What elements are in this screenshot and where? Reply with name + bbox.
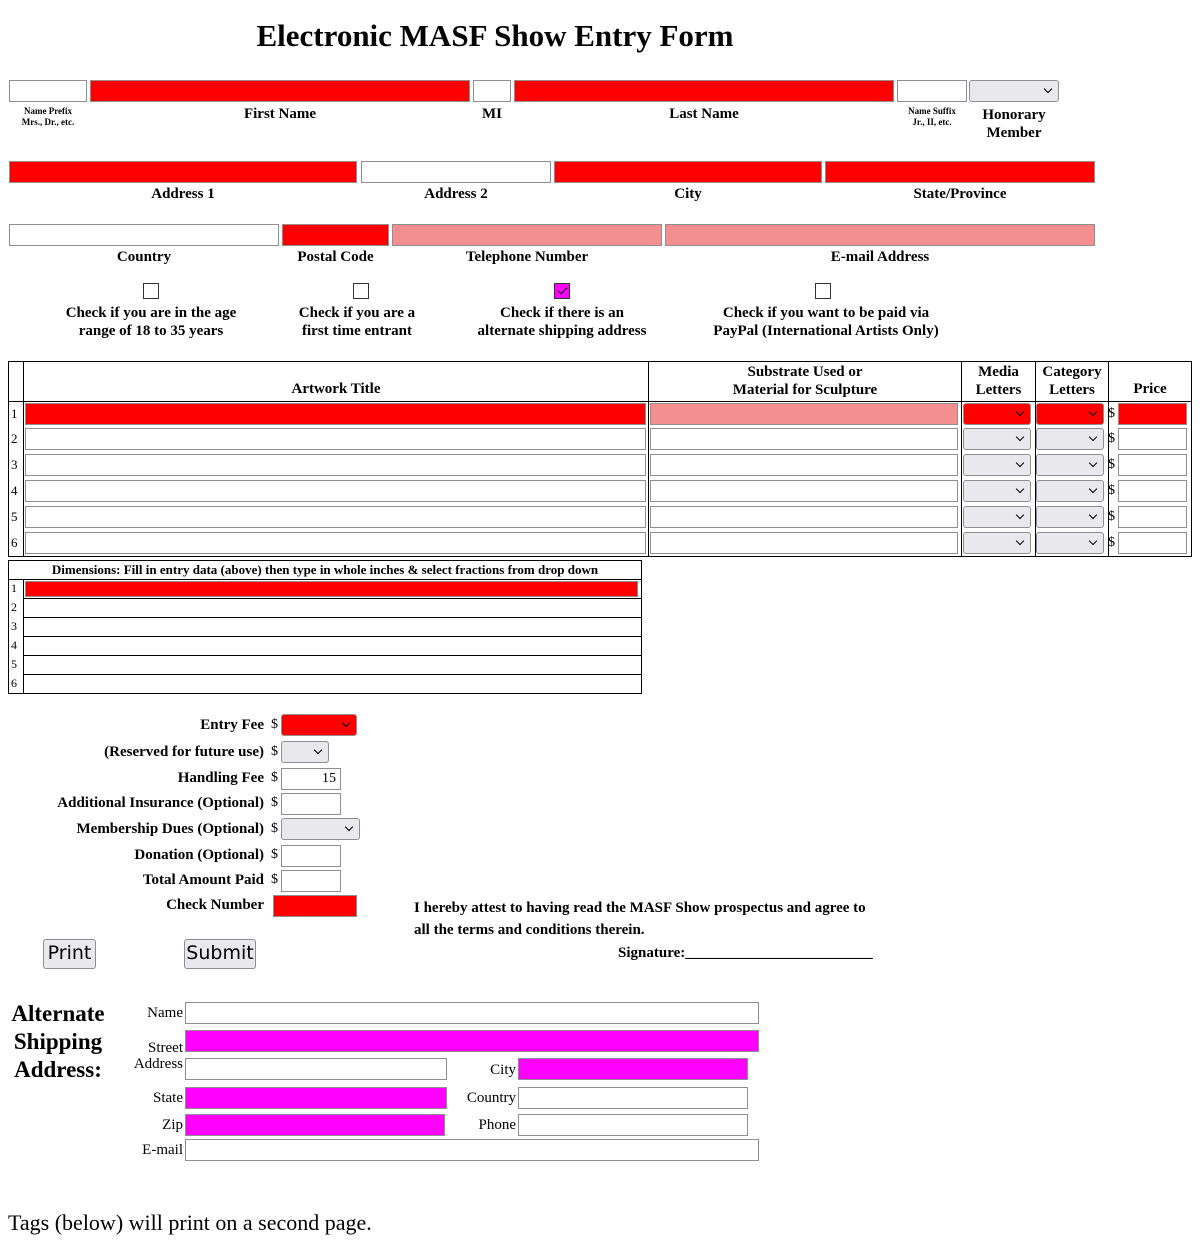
age-range-checkbox[interactable] xyxy=(143,283,159,299)
dimensions-row-1-input[interactable] xyxy=(25,581,638,597)
artwork-title-input[interactable] xyxy=(25,454,646,476)
category-letters-select[interactable] xyxy=(1036,532,1104,554)
page-title: Electronic MASF Show Entry Form xyxy=(256,18,734,53)
substrate-input[interactable] xyxy=(650,403,958,425)
artwork-row-number: 3 xyxy=(11,457,18,472)
price-input[interactable] xyxy=(1118,428,1187,450)
alt-state-label: State xyxy=(153,1090,183,1106)
alt-zip-label: Zip xyxy=(162,1117,183,1133)
age-range-label: Check if you are in the age range of 18 to 35 years xyxy=(65,305,237,339)
last-name-label: Last Name xyxy=(669,106,739,122)
address1-label: Address 1 xyxy=(151,186,215,202)
handling-fee-input[interactable]: 15 xyxy=(281,768,341,790)
price-input[interactable] xyxy=(1118,454,1187,476)
price-input[interactable] xyxy=(1118,506,1187,528)
dimensions-row-number: 1 xyxy=(11,581,17,595)
name-prefix-label: Name Prefix Mrs., Dr., etc. xyxy=(21,106,75,127)
telephone-input[interactable] xyxy=(392,224,662,246)
artwork-row-number: 1 xyxy=(11,406,18,421)
donation-input[interactable] xyxy=(281,845,341,867)
postal-code-input[interactable] xyxy=(282,224,389,246)
state-input[interactable] xyxy=(825,161,1095,183)
submit-button[interactable]: Submit xyxy=(184,939,256,969)
media-letters-select[interactable] xyxy=(963,532,1031,554)
alt-street-input-1[interactable] xyxy=(185,1030,759,1052)
currency-symbol: $ xyxy=(1108,431,1115,446)
alt-country-input[interactable] xyxy=(518,1087,748,1109)
price-input[interactable] xyxy=(1118,532,1187,554)
insurance-input[interactable] xyxy=(281,793,341,815)
currency-symbol: $ xyxy=(271,770,278,785)
alt-name-label: Name xyxy=(147,1005,183,1021)
media-letters-select[interactable] xyxy=(963,454,1031,476)
substrate-input[interactable] xyxy=(650,480,958,502)
city-label: City xyxy=(674,186,702,202)
check-number-label: Check Number xyxy=(166,897,264,913)
dimensions-row-number: 3 xyxy=(11,619,17,633)
alt-phone-label: Phone xyxy=(478,1117,516,1133)
last-name-input[interactable] xyxy=(514,80,894,102)
alt-phone-input[interactable] xyxy=(518,1114,748,1136)
currency-symbol: $ xyxy=(1108,509,1115,524)
price-header: Price xyxy=(1133,381,1167,397)
artwork-title-header: Artwork Title xyxy=(291,381,381,397)
reserved-select[interactable] xyxy=(281,741,329,763)
membership-select[interactable] xyxy=(281,818,360,840)
currency-symbol: $ xyxy=(271,717,278,732)
currency-symbol: $ xyxy=(271,744,278,759)
signature-line: Signature:_________________________ xyxy=(618,945,873,961)
paypal-label: Check if you want to be paid via PayPal (International Artists Only) xyxy=(713,305,939,339)
alt-city-input[interactable] xyxy=(518,1058,748,1080)
media-letters-select[interactable] xyxy=(963,428,1031,450)
artwork-title-input[interactable] xyxy=(25,506,646,528)
name-prefix-input[interactable] xyxy=(9,80,87,102)
entry-fee-select[interactable] xyxy=(281,714,357,736)
insurance-label: Additional Insurance (Optional) xyxy=(57,795,264,811)
currency-symbol: $ xyxy=(1108,535,1115,550)
artwork-title-input[interactable] xyxy=(25,403,646,425)
substrate-input[interactable] xyxy=(650,506,958,528)
media-letters-header: Media Letters xyxy=(975,364,1022,398)
currency-symbol: $ xyxy=(271,872,278,887)
substrate-input[interactable] xyxy=(650,428,958,450)
alt-email-label: E-mail xyxy=(142,1142,183,1158)
email-label: E-mail Address xyxy=(830,249,930,265)
check-number-input[interactable] xyxy=(273,895,357,917)
name-suffix-label: Name Suffix Jr., II, etc. xyxy=(908,106,956,127)
entry-fee-label: Entry Fee xyxy=(200,717,264,733)
first-name-label: First Name xyxy=(243,106,317,122)
category-letters-select[interactable] xyxy=(1036,454,1104,476)
mi-label: MI xyxy=(482,106,502,122)
dimensions-row-number: 4 xyxy=(11,638,17,652)
first-name-input[interactable] xyxy=(90,80,470,102)
alt-zip-input[interactable] xyxy=(185,1114,445,1136)
currency-symbol: $ xyxy=(271,821,278,836)
name-suffix-input[interactable] xyxy=(897,80,967,102)
currency-symbol: $ xyxy=(1108,457,1115,472)
alternate-shipping-label: Check if there is an alternate shipping address xyxy=(477,305,647,339)
alt-state-input[interactable] xyxy=(185,1087,447,1109)
attestation-text: I hereby attest to having read the MASF Show prospectus and agree to all the terms and conditions therein. xyxy=(414,900,866,938)
dimensions-row-number: 2 xyxy=(11,600,17,614)
category-letters-select[interactable] xyxy=(1036,403,1104,425)
artwork-row-number: 6 xyxy=(11,535,18,550)
price-input[interactable] xyxy=(1118,480,1187,502)
category-letters-select[interactable] xyxy=(1036,480,1104,502)
substrate-input[interactable] xyxy=(650,454,958,476)
artwork-title-input[interactable] xyxy=(25,480,646,502)
artwork-row-number: 2 xyxy=(11,431,18,446)
address2-label: Address 2 xyxy=(424,186,488,202)
artwork-row-number: 4 xyxy=(11,483,18,498)
dimensions-header: Dimensions: Fill in entry data (above) then type in whole inches & select fractions from drop down xyxy=(51,562,599,577)
category-letters-select[interactable] xyxy=(1036,506,1104,528)
telephone-label: Telephone Number xyxy=(465,249,589,265)
donation-label: Donation (Optional) xyxy=(134,847,264,863)
media-letters-select[interactable] xyxy=(963,403,1031,425)
artwork-title-input[interactable] xyxy=(25,532,646,554)
address2-input[interactable] xyxy=(361,161,551,183)
honorary-member-label: Honorary Member xyxy=(982,107,1046,141)
media-letters-select[interactable] xyxy=(963,480,1031,502)
alt-street-label: Street Address xyxy=(133,1040,183,1072)
dimensions-row-number: 5 xyxy=(11,657,17,671)
handling-fee-label: Handling Fee xyxy=(177,770,264,786)
postal-code-label: Postal Code xyxy=(297,249,374,265)
alt-country-label: Country xyxy=(466,1090,516,1106)
alt-city-label: City xyxy=(490,1062,516,1078)
currency-symbol: $ xyxy=(1108,483,1115,498)
membership-label: Membership Dues (Optional) xyxy=(76,821,264,837)
substrate-input[interactable] xyxy=(650,532,958,554)
first-time-checkbox[interactable] xyxy=(353,283,369,299)
alt-shipping-heading: Alternate Shipping Address: xyxy=(11,1001,105,1082)
city-input[interactable] xyxy=(554,161,822,183)
category-letters-select[interactable] xyxy=(1036,428,1104,450)
currency-symbol: $ xyxy=(271,847,278,862)
honorary-member-select[interactable] xyxy=(969,80,1059,102)
category-letters-header: Category Letters xyxy=(1042,364,1102,398)
footer-note: Tags (below) will print on a second page. xyxy=(8,1210,372,1235)
first-time-label: Check if you are a first time entrant xyxy=(298,305,416,339)
artwork-row-number: 5 xyxy=(11,509,18,524)
media-letters-select[interactable] xyxy=(963,506,1031,528)
reserved-label: (Reserved for future use) xyxy=(104,744,264,760)
price-input[interactable] xyxy=(1118,403,1187,425)
alt-name-input[interactable] xyxy=(185,1002,759,1024)
dimensions-row-number: 6 xyxy=(11,676,17,690)
total-input[interactable] xyxy=(281,870,341,892)
currency-symbol: $ xyxy=(271,795,278,810)
address1-input[interactable] xyxy=(9,161,357,183)
print-button[interactable]: Print xyxy=(43,939,96,969)
substrate-header: Substrate Used or Material for Sculpture xyxy=(732,364,878,398)
alt-email-input[interactable] xyxy=(185,1139,759,1161)
paypal-checkbox[interactable] xyxy=(815,283,831,299)
alternate-shipping-checkbox[interactable] xyxy=(554,283,570,299)
state-label: State/Province xyxy=(913,186,1007,202)
total-label: Total Amount Paid xyxy=(142,872,264,888)
alt-street-input-2[interactable] xyxy=(185,1058,447,1080)
country-input[interactable] xyxy=(9,224,279,246)
email-input[interactable] xyxy=(665,224,1095,246)
artwork-title-input[interactable] xyxy=(25,428,646,450)
middle-initial-input[interactable] xyxy=(473,80,511,102)
currency-symbol: $ xyxy=(1108,406,1115,421)
country-label: Country xyxy=(116,249,172,265)
